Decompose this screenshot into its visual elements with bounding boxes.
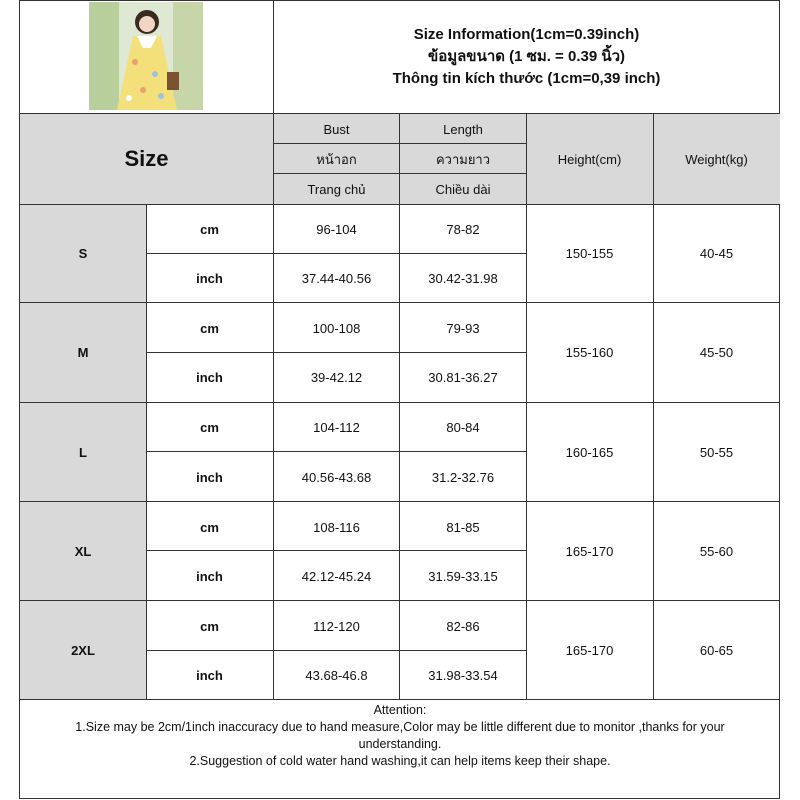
- bust-cm-xl: 108-116: [313, 519, 360, 535]
- size-cell-2xl: 2XL: [71, 643, 95, 658]
- bust-inch-xl: 42.12-45.24: [301, 569, 372, 584]
- grid-line: [146, 550, 526, 551]
- length-inch-s: 30.42-31.98: [428, 271, 498, 286]
- weight-2xl: 60-65: [699, 643, 734, 658]
- unit-inch-l: inch: [196, 469, 223, 485]
- unit-inch-m: inch: [196, 370, 223, 385]
- grid-line: [526, 114, 527, 700]
- height-2xl: 165-170: [565, 643, 614, 658]
- grid-line: [20, 600, 780, 601]
- length-inch-l: 31.2-32.76: [431, 469, 495, 485]
- grid-line: [146, 352, 526, 353]
- bust-header-vietnamese: Trang chủ: [307, 181, 366, 197]
- grid-line: [20, 402, 780, 403]
- bust-inch-s: 37.44-40.56: [301, 271, 372, 286]
- height-l: 160-165: [565, 444, 614, 460]
- unit-inch-2xl: inch: [196, 668, 223, 683]
- size-cell-l: L: [79, 444, 87, 460]
- bust-header-english: Bust: [323, 121, 350, 137]
- grid-line: [273, 0, 274, 700]
- bust-cm-2xl: 112-120: [313, 618, 360, 634]
- size-cell-xl: XL: [74, 544, 92, 559]
- grid-line: [399, 114, 400, 700]
- size-info-line-vietnamese: Thông tin kích thước (1cm=0,39 inch): [392, 70, 661, 87]
- size-info-header: [273, 24, 780, 90]
- length-cm-xl: 81-85: [446, 519, 480, 535]
- bust-cm-s: 96-104: [316, 221, 357, 237]
- length-cm-m: 79-93: [446, 320, 480, 336]
- size-info-line-english: Size Information(1cm=0.39inch): [413, 26, 640, 43]
- unit-inch-xl: inch: [196, 569, 223, 584]
- length-inch-2xl: 31.98-33.54: [428, 668, 498, 683]
- attention-title: Attention:: [373, 703, 427, 717]
- height-s: 150-155: [565, 246, 614, 261]
- length-header-vietnamese: Chiều dài: [435, 181, 491, 197]
- weight-xl: 55-60: [699, 544, 734, 559]
- size-header: Size: [124, 146, 169, 171]
- bust-header-thai: หน้าอก: [316, 151, 357, 167]
- grid-line: [146, 253, 526, 254]
- grid-line: [20, 204, 780, 205]
- unit-cm-2xl: cm: [200, 618, 219, 634]
- length-cm-l: 80-84: [446, 419, 480, 435]
- bust-cm-l: 104-112: [313, 419, 360, 435]
- weight-l: 50-55: [699, 444, 734, 460]
- attention-note-1: 1.Size may be 2cm/1inch inaccuracy due to hand measure,Color may be little different due to monitor ,thanks for your understanding.: [75, 720, 725, 751]
- length-inch-m: 30.81-36.27: [428, 370, 498, 385]
- grid-line: [20, 113, 780, 114]
- attention-notes: [40, 702, 760, 770]
- attention-note-2: 2.Suggestion of cold water hand washing,it can help items keep their shape.: [189, 754, 611, 768]
- size-info-line-thai: ข้อมูลขนาด (1 ซม. = 0.39 นิ้ว): [427, 48, 626, 65]
- bust-inch-2xl: 43.68-46.8: [305, 668, 368, 683]
- grid-line: [20, 699, 780, 700]
- bust-inch-l: 40.56-43.68: [301, 469, 372, 485]
- length-cm-s: 78-82: [446, 221, 480, 237]
- size-cell-m: M: [77, 345, 89, 360]
- grid-line: [653, 114, 654, 700]
- length-header-english: Length: [443, 121, 483, 137]
- bust-cm-m: 100-108: [312, 320, 361, 336]
- grid-line: [146, 204, 147, 700]
- height-m: 155-160: [565, 345, 614, 360]
- unit-cm-s: cm: [200, 221, 219, 237]
- weight-s: 40-45: [699, 246, 734, 261]
- bust-inch-m: 39-42.12: [310, 370, 363, 385]
- length-header-thai: ความยาว: [435, 151, 491, 167]
- grid-line: [20, 501, 780, 502]
- grid-line: [20, 302, 780, 303]
- unit-inch-s: inch: [196, 271, 223, 286]
- weight-m: 45-50: [699, 345, 734, 360]
- grid-line: [146, 650, 526, 651]
- unit-cm-m: cm: [200, 320, 219, 336]
- length-cm-2xl: 82-86: [446, 618, 480, 634]
- height-xl: 165-170: [565, 544, 614, 559]
- weight-header: Weight(kg): [685, 151, 748, 167]
- unit-cm-l: cm: [200, 419, 219, 435]
- size-cell-s: S: [78, 246, 88, 261]
- product-photo: [89, 2, 203, 110]
- height-header: Height(cm): [557, 151, 622, 167]
- length-inch-xl: 31.59-33.15: [428, 569, 498, 584]
- grid-line: [146, 451, 526, 452]
- unit-cm-xl: cm: [200, 519, 219, 535]
